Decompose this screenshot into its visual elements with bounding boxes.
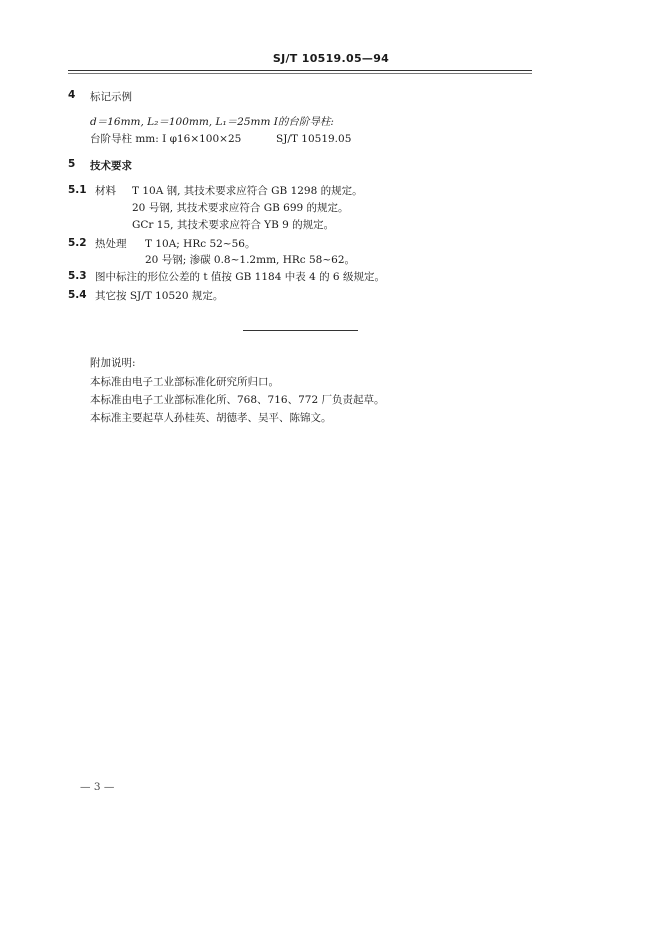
clause-5-1-text: T 10A 钢, 其技术要求应符合 GB 1298 的规定。 — [132, 185, 363, 197]
page-header: SJ/T 10519.05—94 — [272, 52, 390, 65]
header-rule-thin — [68, 73, 532, 74]
marking-example-line-2a: 台阶导柱 mm: Ⅰ φ16×100×25 — [90, 133, 242, 145]
notes-line-3: 本标准主要起草人孙桂英、胡德孝、吴平、陈锦文。 — [90, 412, 332, 424]
clause-5-1-text-3: GCr 15, 其技术要求应符合 YB 9 的规定。 — [132, 219, 335, 231]
clause-5-3-text: 图中标注的形位公差的 t 值按 GB 1184 中表 4 的 6 级规定。 — [95, 271, 385, 283]
page-number: — 3 — — [80, 781, 115, 793]
clause-5-2-text: T 10A; HRc 52~56。 — [145, 238, 256, 250]
clause-5-1-text-2: 20 号钢, 其技术要求应符合 GB 699 的规定。 — [132, 202, 349, 214]
header-rule — [68, 70, 532, 71]
notes-title: 附加说明: — [90, 357, 136, 369]
clause-5-4-text: 其它按 SJ/T 10520 规定。 — [95, 290, 224, 302]
section-5-title: 技术要求 — [90, 160, 132, 172]
end-separator — [243, 330, 358, 331]
notes-line-2: 本标准由电子工业部标准化所、768、716、772 厂负责起草。 — [90, 394, 385, 406]
clause-5-3-number: 5.3 — [68, 270, 87, 282]
clause-5-2-text-2: 20 号钢; 渗碳 0.8~1.2mm, HRc 58~62。 — [145, 254, 355, 266]
section-5-number: 5 — [68, 158, 76, 170]
clause-5-1-label: 材料 — [95, 185, 116, 197]
section-4-number: 4 — [68, 89, 76, 101]
marking-example-line-2b: SJ/T 10519.05 — [276, 133, 352, 145]
clause-5-1-number: 5.1 — [68, 184, 87, 196]
clause-5-2-number: 5.2 — [68, 237, 87, 249]
notes-line-1: 本标准由电子工业部标准化研究所归口。 — [90, 376, 279, 388]
clause-5-4-number: 5.4 — [68, 289, 87, 301]
marking-example-line-1: d＝16mm, L₂＝100mm, L₁＝25mm Ⅰ的台阶导柱: — [90, 116, 334, 128]
section-4-title: 标记示例 — [90, 91, 132, 103]
clause-5-2-label: 热处理 — [95, 238, 127, 250]
